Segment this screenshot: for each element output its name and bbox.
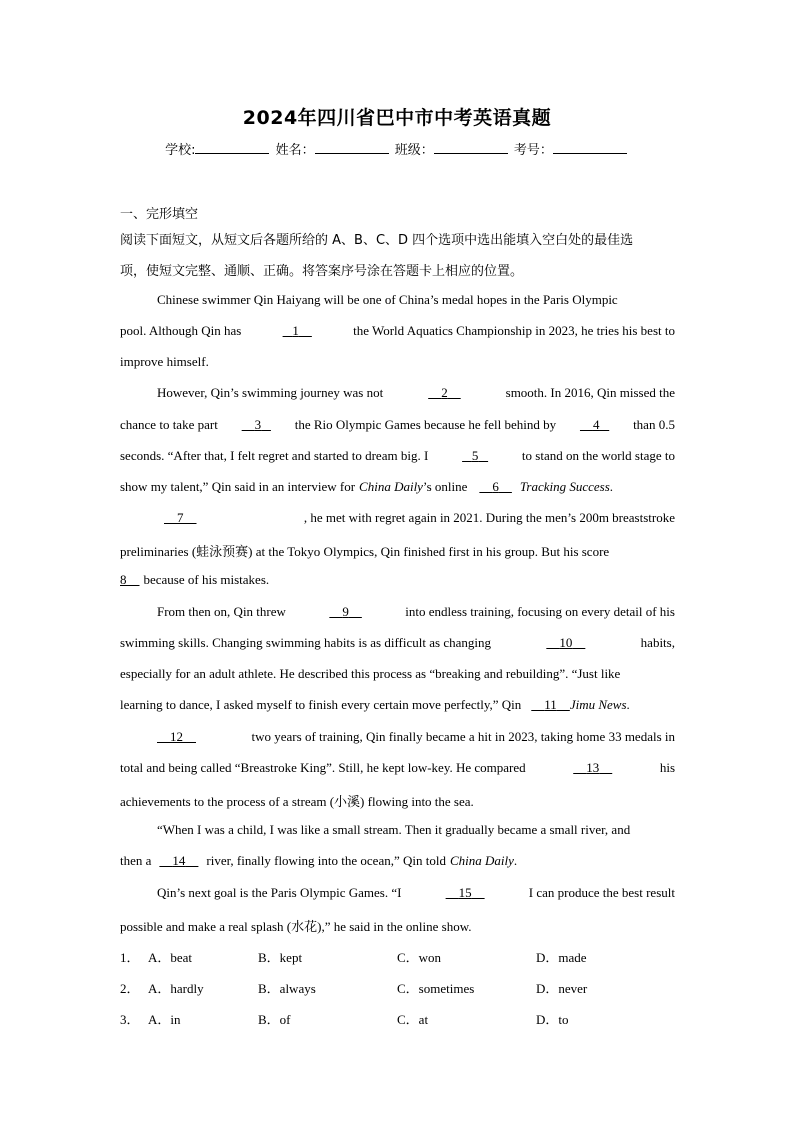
passage-text: then a xyxy=(120,853,152,868)
passage-line-3 xyxy=(120,354,675,370)
passage-line-1 xyxy=(120,292,675,308)
passage-line-18 xyxy=(120,822,675,838)
passage-text: swimming skills. Changing swimming habits is as difficult as changing xyxy=(120,635,491,650)
option-number: 1． xyxy=(120,950,140,965)
passage-text: his xyxy=(659,760,675,775)
blank-5 xyxy=(462,448,488,464)
option-b[interactable]: B．of xyxy=(258,1012,291,1027)
passage-text: especially for an adult athlete. He described this process as “breaking and rebuilding”. “Just like xyxy=(120,666,621,681)
passage-text: “When I was a child, I was like a small stream. Then it gradually became a small river, and xyxy=(157,822,631,837)
passage-line-21 xyxy=(120,916,675,935)
section-title: 一、完形填空 xyxy=(120,207,199,222)
option-b[interactable]: B．always xyxy=(258,981,316,996)
passage-line-11 xyxy=(120,604,675,620)
blank-14 xyxy=(159,853,198,869)
passage-text: pool. Although Qin has xyxy=(120,323,242,338)
passage-text: I can produce the best result xyxy=(528,885,675,900)
passage-line-15 xyxy=(120,729,675,745)
passage-line-19 xyxy=(120,853,675,869)
publication-name: China Daily xyxy=(449,853,514,868)
blank-11 xyxy=(531,697,570,713)
passage-line-9 xyxy=(120,541,675,560)
passage-text: than 0.5 xyxy=(633,417,675,432)
name-blank[interactable] xyxy=(315,141,389,154)
passage-text: to stand on the world stage to xyxy=(521,448,675,463)
passage-text: river, finally flowing into the ocean,” Qin told xyxy=(206,853,446,868)
passage-line-17 xyxy=(120,791,675,810)
blank-number: 14 xyxy=(172,853,186,868)
name-label: 姓名： xyxy=(275,143,315,158)
blank-15 xyxy=(446,885,485,901)
option-c[interactable]: C．sometimes xyxy=(397,981,475,996)
option-number: 3． xyxy=(120,1012,140,1027)
passage-text: total and being called “Breastroke King”. Still, he kept low-key. He compared xyxy=(120,760,526,775)
blank-10 xyxy=(546,635,585,651)
school-blank[interactable] xyxy=(195,141,269,154)
passage-text: show my talent,” Qin said in an interview for xyxy=(120,479,356,494)
passage-line-14 xyxy=(120,697,675,713)
blank-number: 1 xyxy=(292,323,299,338)
school-label: 学校: xyxy=(165,143,196,158)
show-name: Tracking Success xyxy=(519,479,610,494)
passage-text: Chinese swimmer Qin Haiyang will be one of China’s medal hopes in the Paris Olympic xyxy=(157,292,618,307)
option-b[interactable]: B．kept xyxy=(258,950,303,965)
passage-text: However, Qin’s swimming journey was not xyxy=(157,385,384,400)
blank-7 xyxy=(164,510,197,526)
passage-text: the Rio Olympic Games because he fell behind by xyxy=(294,417,557,432)
passage-text: the World Aquatics Championship in 2023, he tries his best to xyxy=(353,323,675,338)
passage-text: learning to dance, I asked myself to finish every certain move perfectly,” Qin xyxy=(120,697,522,712)
option-c[interactable]: C．won xyxy=(397,950,442,965)
passage-text: achievements to the process of a stream (小溪) flowing into the sea. xyxy=(120,794,474,809)
passage-text: into endless training, focusing on every detail of his xyxy=(405,604,675,619)
passage-line-6 xyxy=(120,448,675,464)
option-a[interactable]: A．beat xyxy=(148,950,193,965)
passage-text: improve himself. xyxy=(120,354,209,369)
publication-name: Jimu News xyxy=(569,697,627,712)
blank-3 xyxy=(242,417,271,433)
blank-number: 7 xyxy=(177,510,184,525)
passage-text: preliminaries (蛙泳预赛) at the Tokyo Olympics, Qin finished first in his group. But his score xyxy=(120,544,610,559)
blank-2 xyxy=(428,385,461,401)
passage-text: . xyxy=(609,479,614,494)
blank-number: 4 xyxy=(592,417,600,432)
passage-text: because of his mistakes. xyxy=(143,572,270,587)
option-number: 2． xyxy=(120,981,140,996)
passage-text: . xyxy=(513,853,518,868)
blank-number: 13 xyxy=(586,760,600,775)
instruction-line-1: 阅读下面短文，从短文后各题所给的 A、B、C、D 四个选项中选出能填入空白处的最佳选 xyxy=(120,233,634,248)
instruction-line-2: 项，使短文完整、通顺、正确。将答案序号涂在答题卡上相应的位置。 xyxy=(120,264,524,279)
option-a[interactable]: A．hardly xyxy=(148,981,204,996)
publication-name: China Daily xyxy=(359,479,423,494)
option-d[interactable]: D．to xyxy=(536,1012,569,1027)
blank-4 xyxy=(580,417,609,433)
passage-line-5 xyxy=(120,417,675,433)
blank-12 xyxy=(157,729,196,745)
blank-9 xyxy=(329,604,362,620)
blank-number: 3 xyxy=(254,417,262,432)
blank-number: 15 xyxy=(458,885,472,900)
class-label: 班级： xyxy=(394,143,434,158)
passage-line-10 xyxy=(120,572,675,588)
class-blank[interactable] xyxy=(434,141,508,154)
passage-line-20 xyxy=(120,885,675,901)
passage-text: two years of training, Qin finally became a hit in 2023, taking home 33 medals in xyxy=(251,729,675,744)
student-info-row xyxy=(0,139,794,158)
passage-text: . xyxy=(626,697,630,712)
passage-text: ’s online xyxy=(422,479,468,494)
passage-line-8 xyxy=(120,510,675,526)
blank-1 xyxy=(283,323,312,339)
blank-number: 5 xyxy=(471,448,479,463)
passage-line-2 xyxy=(120,323,675,339)
blank-6 xyxy=(479,479,512,495)
option-a[interactable]: A．in xyxy=(148,1012,181,1027)
passage-line-7 xyxy=(120,479,675,495)
option-d[interactable]: D．never xyxy=(536,981,588,996)
passage-line-16 xyxy=(120,760,675,776)
passage-text: seconds. “After that, I felt regret and started to dream big. I xyxy=(120,448,429,463)
passage-text: , he met with regret again in 2021. During the men’s 200m breaststroke xyxy=(303,510,675,525)
page-title: 2024年四川省巴中市中考英语真题 xyxy=(242,107,552,129)
blank-number: 9 xyxy=(342,604,349,619)
blank-number: 8 xyxy=(120,572,127,587)
passage-text: smooth. In 2016, Qin missed the xyxy=(505,385,675,400)
number-label: 考号： xyxy=(513,143,553,158)
blank-number: 6 xyxy=(492,479,499,494)
passage-text: possible and make a real splash (水花),” he said in the online show. xyxy=(120,919,472,934)
blank-number: 2 xyxy=(441,385,448,400)
passage-line-13 xyxy=(120,666,675,682)
passage-text: habits, xyxy=(640,635,675,650)
blank-number: 12 xyxy=(170,729,183,744)
blank-8 xyxy=(120,572,140,588)
passage-text: Qin’s next goal is the Paris Olympic Games. “I xyxy=(157,885,402,900)
passage-line-4 xyxy=(120,385,675,401)
blank-13 xyxy=(573,760,612,776)
number-blank[interactable] xyxy=(553,141,627,154)
passage-text: From then on, Qin threw xyxy=(157,604,286,619)
blank-number: 10 xyxy=(559,635,573,650)
blank-number: 11 xyxy=(544,697,557,712)
option-d[interactable]: D．made xyxy=(536,950,587,965)
option-c[interactable]: C．at xyxy=(397,1012,429,1027)
passage-text: chance to take part xyxy=(120,417,218,432)
passage-line-12 xyxy=(120,635,675,651)
